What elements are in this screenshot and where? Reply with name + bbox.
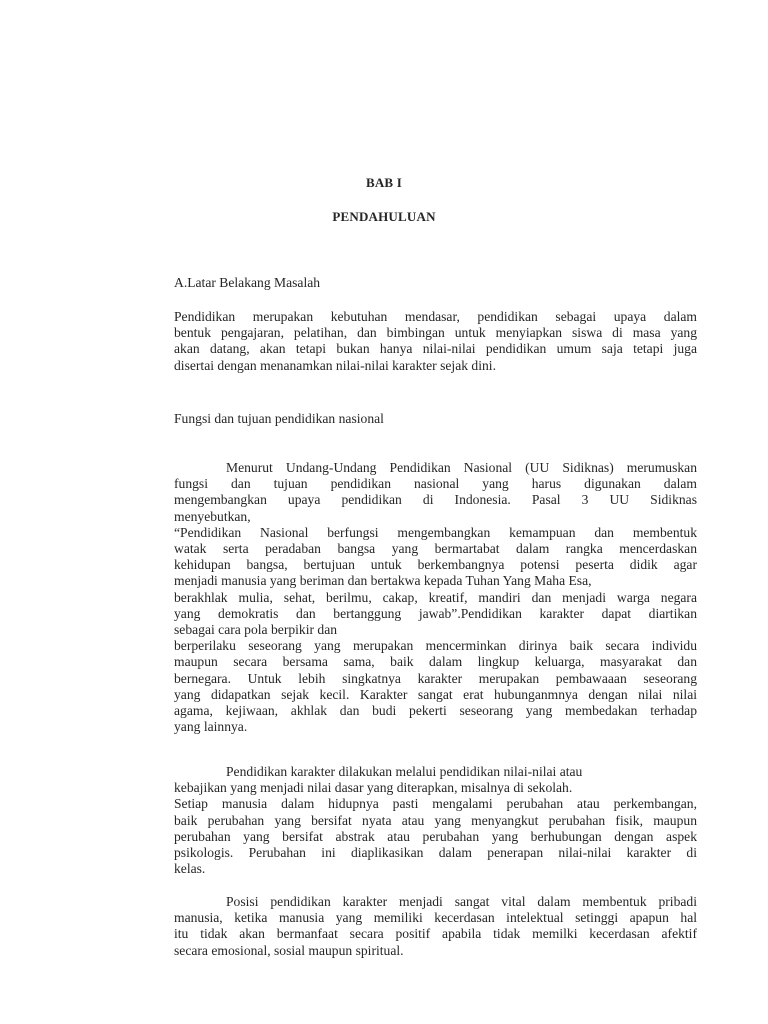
paragraph-line: kehidupan bangsa, bertujuan untuk berkembangnya potensi peserta didik agar [174, 557, 697, 573]
paragraph-line: Menurut Undang-Undang Pendidikan Nasional (UU Sidiknas) merumuskan [226, 460, 697, 475]
paragraph-line: watak serta peradaban bangsa yang bermartabat dalam rangka mencerdaskan [174, 541, 697, 557]
paragraph-character [174, 764, 697, 877]
subheading: Fungsi dan tujuan pendidikan nasional [174, 411, 384, 426]
chapter-number: BAB I [365, 175, 403, 190]
paragraph-line: manusia, ketika manusia yang memiliki kecerdasan intelektual setinggi apapun hal [174, 910, 697, 926]
paragraph-line: secara emosional, sosial maupun spiritual. [174, 942, 404, 958]
paragraph-line: mengembangkan upaya pendidikan di Indonesia. Pasal 3 UU Sidiknas [174, 492, 697, 508]
chapter-title: PENDAHULUAN [332, 209, 436, 224]
paragraph-line: yang didapatkan sejak kecil. Karakter sangat erat hubunganmnya dengan nilai nilai [174, 686, 697, 702]
paragraph-line: menyebutkan, [174, 508, 251, 524]
paragraph-line: baik perubahan yang bersifat nyata atau yang menyangkut perubahan fisik, maupun [174, 812, 697, 828]
paragraph-position [174, 894, 697, 959]
paragraph-line: Posisi pendidikan karakter menjadi sangat vital dalam membentuk pribadi [226, 894, 697, 909]
paragraph-line: berakhlak mulia, sehat, berilmu, cakap, kreatif, mandiri dan menjadi warga negara [174, 589, 697, 605]
paragraph-line: kebajikan yang menjadi nilai dasar yang diterapkan, misalnya di sekolah. [174, 780, 573, 796]
paragraph-line: disertai dengan menanamkan nilai-nilai karakter sejak dini. [174, 357, 496, 373]
paragraph-line: perubahan yang bersifat abstrak atau perubahan yang berhubungan dengan aspek [174, 828, 697, 844]
paragraph-line: itu tidak akan bermanfaat secara positif apabila tidak memilki kecerdasan afektif [174, 926, 697, 942]
paragraph-line: akan datang, akan tetapi bukan hanya nilai-nilai pendidikan umum saja tetapi juga [174, 341, 697, 357]
paragraph-line: Pendidikan merupakan kebutuhan mendasar, pendidikan sebagai upaya dalam [174, 309, 697, 324]
paragraph-line: menjadi manusia yang beriman dan bertakwa kepada Tuhan Yang Maha Esa, [174, 573, 592, 589]
paragraph-line: berperilaku seseorang yang merupakan mencerminkan dirinya baik secara individu [174, 638, 697, 654]
paragraph-line: bentuk pengajaran, pelatihan, dan bimbingan untuk menyiapkan siswa di masa yang [174, 325, 697, 341]
paragraph-functions [174, 460, 697, 735]
paragraph-line: sebagai cara pola berpikir dan [174, 622, 338, 638]
paragraph-intro [174, 309, 697, 374]
paragraph-line: kelas. [174, 861, 206, 877]
paragraph-line: Setiap manusia dalam hidupnya pasti mengalami perubahan atau perkembangan, [174, 796, 697, 812]
paragraph-line: Pendidikan karakter dilakukan melalui pendidikan nilai-nilai atau [226, 764, 583, 779]
paragraph-line: fungsi dan tujuan pendidikan nasional yang harus digunakan dalam [174, 476, 697, 492]
paragraph-line: psikologis. Perubahan ini diaplikasikan dalam penerapan nilai-nilai karakter di [174, 845, 697, 861]
paragraph-line: yang demokratis dan bertanggung jawab”.Pendidikan karakter dapat diartikan [174, 605, 697, 621]
paragraph-line: yang lainnya. [174, 719, 248, 735]
paragraph-line: agama, kejiwaan, akhlak dan budi pekerti seseorang yang membedakan terhadap [174, 703, 697, 719]
paragraph-line: maupun secara bersama sama, baik dalam lingkup keluarga, masyarakat dan [174, 654, 697, 670]
paragraph-line: “Pendidikan Nasional berfungsi mengembangkan kemampuan dan membentuk [174, 524, 697, 540]
section-heading: A.Latar Belakang Masalah [174, 275, 321, 290]
paragraph-line: bernegara. Untuk lebih singkatnya karakter merupakan pembawaaan seseorang [174, 670, 697, 686]
